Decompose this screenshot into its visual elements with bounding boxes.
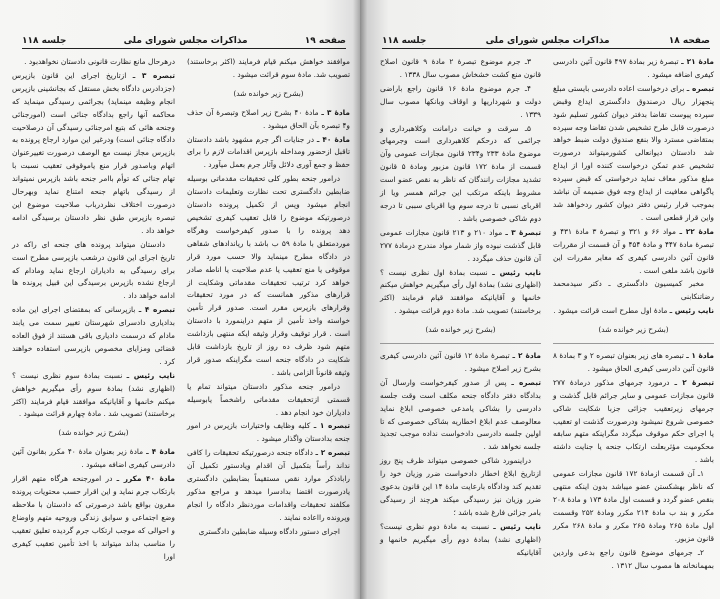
paragraph (380, 455, 541, 520)
paragraph-text: مادهٔ ۴۰ بشرح زیر اصلاح وتبصرهٔ آن حذف و۴ تبصره بآن الحاق میشود . (187, 107, 350, 130)
stage-direction: (بشرح زیر خوانده شد) (598, 325, 669, 335)
article-paragraph (12, 70, 175, 238)
article-paragraph (12, 446, 175, 472)
paragraph-text: دادستان میتواند پرونده های جنحه ای راکه در تاریخ اجرای این قانون درشعب بازپرسی مطرح است برای رسیدگی به دادیاران ارجاع نماید ومادام که ارجاع نشده بازپرس برسیدگی این قبیل پرونده ها ادامه خواهد داد . (12, 239, 175, 301)
article-label: تبصره ۳ ـ (132, 70, 175, 80)
paragraph-text: تبصرهٔ مادهٔ ۱۲ قانون آئین دادرسی کیفری بشرح زیر اصلاح میشود . (380, 351, 541, 373)
paragraph-text: در جنایات اگر جرم مشهود باشد دادستان تاقبل ازحضور ومداخله بازپرس اقدامات لازم را برای حفظ و جمع آوری دلائل وآثار جرم بعمل میآورد . (187, 134, 350, 170)
paragraph-text: درامور جنحه مذکور دادستان میتواند تمام یا قسمتی ازتحقیقات مقدماتی راشخصاً یابوسیله دادیاران خود انجام دهد . (187, 381, 350, 417)
column-left (12, 56, 175, 559)
paragraph-text: برای درخواست اعاده دادرسی بایستی مبلغ پنجهزار ریال درصندوق دادگستری ایداع وقبض سپرده پیوست تقاضا بدفتر دیوان کشور تسلیم شود درصورت قابل طرح تشخیص شدن تقاضا وجه سپرده بمتقاضی مسترد والا بنفع صندوق دولت ضبط خواهد شد دادستان دیوانعالی کشورمیتواند درصورت تشخیص عدم تمکن درخواست کننده اورا از ایداع مبلغ مذکور معاف نماید درخواستی که قبض سپرده یاگواهی معافیت از ایداع وجه فوق ضمیمه آن نباشد بموجب قرار رئیس دفتر دیوان کشور ردخواهد شد واین قرار قطعی است . (553, 83, 714, 222)
paragraph-text: ۱ـ آن قسمت ازمادهٔ ۱۷۲ قانون مجازات عمومی که ناظر بهشکستن عضو میباشد بدون اینکه منتهی بنقص عضو گردد و قسمت اول مادهٔ ۱۷۳ و مادهٔ ۲۰۸ مکرر و بند ب مادهٔ ۲۱۴ مکرر ومادهٔ ۲۵۲ وقسمت اول مادهٔ ۲۶۵ ومادهٔ ۲۶۵ مکرر و مادهٔ ۲۶۸ مکرر قانون مزبور. (553, 469, 714, 543)
paragraph-text: پس از صدور کیفرخواست وارسال آن بدادگاه دفتر دادگاه جنحه مکلف است وقت جلسه دادرسی را بشاکی یامدعی خصوصی ابلاغ نماید معالوصف عدم ابلاغ اخطاریه بشاکی خصوصی که تا اولین جلسه دادرسی دادخواست نداده موجب تجدید جلسه نخواهد شد . (380, 377, 541, 452)
article-paragraph (380, 267, 541, 319)
article-paragraph (187, 420, 350, 446)
column-left (380, 56, 541, 559)
paragraph-text: تبصرهٔ زیر بمادهٔ ۴۹۷ قانون آئین دادرسی کیفری اضافه میشود . (553, 57, 714, 79)
article-paragraph (553, 83, 714, 225)
article-paragraph (380, 227, 541, 266)
paragraph-text: درمورد جرمهای مذکور درمادهٔ ۲۷۷ قانون مجازات عمومی و سایر جرائم قابل گذشت و جرمهای زیرتعقیب جزائی جزبا شکایت شاکی خصوصی شروع نمیشود ودرصورت گذشت او تعقیب یا اجرای حکم موقوف میگردد مگراینکه متهم سابقه محکومیت مؤثربعلت ارتکاب جنحه یا جنایت داشته باشد . (553, 377, 714, 465)
article-label: مادهٔ ۲ ـ (512, 351, 542, 361)
article-paragraph (12, 304, 175, 369)
paragraph (187, 56, 350, 82)
paragraph-text: ازتاریخ اجرای این قانون بازپرس (جزدادرس دادگاه بخش مستقل که بجانشینی بازپرس انجام وظیفه مینماید) بجرائمی رسیدگی مینماید که محاکمه آنها راجع بدادگاه جنائی است (امورجنائی وجنحه هائی که بتبع امرجنائی رسیدگی آن درصلاحیت دادگاه جنائی است) ودرغیر این موارد ارجاع پرونده به بازپرس مجاز نیست مع الوصف درصورت تغییرعنوان اتهام وباصدور قرار منع یاموقوفی تعقیب نسبت با تهام جنائی که توأم باامر جنحه باشد بازپرس نمیتواند از رسیدگی باتهام جنحه امتناع نماید وبهرحال درصورت اختلاف نظردرباب صلاحیت موضوع این تبصره بازپرس طبق نظر دادستان برسیدگی ادامه خواهد داد . (12, 70, 175, 235)
stage-direction: (بشرح زیر خوانده شد) (425, 325, 496, 335)
page-number: صفحه ۱۹ (304, 36, 346, 46)
paragraph (380, 123, 541, 226)
paragraph-text: درهرحال مانع نظارت قانونی دادستان نخواهدبود . (24, 57, 175, 66)
paragraph-text: تبصره های زیر بعنوان تبصره ۲ و ۳ بمادهٔ ۸ قانون آئین دادرسی کیفری الحاق میشود . (553, 351, 714, 373)
article-paragraph (553, 226, 714, 278)
article-paragraph (12, 473, 175, 563)
running-header (382, 32, 710, 49)
article-paragraph (187, 134, 350, 173)
paragraph (187, 381, 350, 420)
stage-direction: (بشرح زیر خوانده شد) (58, 428, 129, 438)
paragraph-text: نسبت بمادهٔ سوم نظری نیست ؟ (اظهاری نشد) بمادهٔ سوم رأی میگیریم خواهش میکنم خانمها و آقایانیکه موافقند قیام فرمایند (اکثر برخاستند) تصویب شد . مادهٔ چهارم قرائت میشود . (12, 370, 175, 419)
paragraph-text: نسبت به مادهٔ دوم نظری نیست؟ (اظهاری نشد) بمادهٔ دوم رأی میگیریم خانمها و آقایانیکه (380, 521, 541, 557)
paragraph-text: درامور جنحه بطور کلی تحقیقات مقدماتی بوسیله ضابطین دادگستری تحت نظارت وتعلیمات دادستان انجام میشود وپس از تکمیل پرونده دادستان درصورتیکه موضوع را قابل تعقیب کیفری تشخیص دهد پرونده را با صدور کیفرخواست وهرگاه موردمتعلق با مادهٔ ۵۹ ب باشد با ریاندادهای شفاهی در دادگاه مطرح مینماید والا حسب مورد قرار موقوفی یا منع تعقیب یا عدم صلاحیت یا اناطه صادر خواهد کرد ترتیب تحقیقات مقدماتی وشکایت از قرارهای مذکور همانست که در مورد تحقیقات وقرارهای بازپرس مقرر است. صدور قرار تأمین خواسته واخذ تأمین از متهم دراینمورد با دادستان است . قرار توقیف وقرار وثیقه ایکه منتهی بازداشت متهم شود ظرف ده روز از تاریخ بازداشت قابل شکایت در دادگاه جنحه است مگراینکه صدور قرار وثیقه قانوناً الزامی باشد . (187, 174, 350, 377)
article-label: تبصره ۱ ـ (313, 421, 350, 431)
article-label: تبصره ۴ ـ (138, 305, 176, 315)
article-label: تبصرهٔ ۳ ـ (505, 227, 541, 237)
article-paragraph (380, 521, 541, 560)
paragraph-text: ۲ـ جرمهای موضوع قانون راجع بدعی واردین بمهمانخانه ها مصوب سال ۱۳۱۲ . (553, 547, 714, 570)
column-right (553, 56, 715, 570)
paragraph-text: ۵ـ سرقت و خیانت درامانت وکلاهبرداری و جرائمی که درحکم کلاهبرداری است وجرمهای موضوع مادهٔ ۲۳۳ و۲۳۴ قانون مجازات عمومی وآن قسمت از مادهٔ ۱۷۲ قانون مزبور ومادهٔ ۵ قانون تشدید مجازات رانندگان که ناظر به نقص عضو است مشروط باینکه مرتکب این جرائم همسر ویا از اقربای نسبی تا درجه سوم ویا اقربای سببی تا درجه دوم شاکی خصوصی باشد . (380, 123, 542, 223)
paragraph (12, 56, 175, 69)
article-label: مادهٔ ۱ ـ (686, 351, 714, 361)
article-paragraph (187, 107, 350, 133)
section-divider (380, 343, 541, 344)
paragraph-text: ۴ـ جرم موضوع مادهٔ ۱۶ قانون راجع باراضی دولت و شهرداریها و اوقاف وبانکها مصوب سال ۱۳۳۹ . (380, 83, 541, 119)
paragraph (553, 278, 714, 304)
session-number: جلسه ۱۱۸ (382, 36, 427, 46)
text-columns (380, 56, 715, 570)
article-paragraph (12, 370, 175, 422)
article-paragraph (553, 305, 714, 318)
paragraph-text: در امورجنحه هرگاه متهم اقرار بارتکاب جرم نماید و این اقرار حسب محتویات پرونده مقرون بواقع باشد درصورتی که دادستان با ملاحظه وضع اجتماعی و سوابق زندگی وروحیه متهم واوضاع و احوالی که موجب ارتکاب جرم گردیده تعلیق تعقیب را مناسب بداند میتواند با اخذ تأمین تعقیب کیفری اورا (12, 474, 175, 561)
article-label: تبصره ـ (686, 83, 714, 93)
article-label: تبصرهٔ ۲ ـ (674, 377, 715, 387)
article-label: نایب رئیس ـ (669, 306, 714, 316)
paragraph-text: اجرای دستور دادگاه وسیله ضابطین دادگستری (198, 526, 340, 536)
column-right (187, 56, 350, 559)
article-label: مادهٔ ۴۰ مکرر ـ (116, 474, 175, 484)
paragraph-text: ۳ـ جرم موضوع تبصرهٔ ۲ مادهٔ ۹ قانون اصلاح قانون منع کشت خشخاش مصوب سال ۱۳۳۸ . (380, 57, 541, 79)
text-columns (12, 56, 350, 559)
paragraph (553, 468, 714, 545)
paragraph-text: مادهٔ اول مطرح است قرائت میشود . (553, 306, 668, 316)
article-paragraph (553, 56, 714, 82)
article-paragraph (187, 447, 350, 524)
running-header (22, 32, 346, 49)
page-number: صفحه ۱۸ (668, 36, 710, 46)
paragraph-text: مواد ۲۱۰ و ۲۱۳ قانون مجازات عمومی قابل گذشت نبوده واز شمار مواد مندرج درمادهٔ ۲۷۷ آن قانون حذف میگردد . (380, 227, 541, 263)
paragraph-text: مواد ۶۶ و ۳۲۱ و تبصرهٔ ۳ مادهٔ ۴۳۱ و تبصرهٔ مادهٔ ۴۴۷ و مادهٔ ۴۵۴ و آن قسمت از مقررات قانون آئین دادرسی کیفری که مغایر مقررات این قانون باشد ملغی است . (553, 226, 714, 275)
stage-direction: (بشرح زیر خوانده شد) (233, 88, 304, 98)
article-paragraph (553, 377, 714, 467)
article-label: مادهٔ ۲۱ ـ (681, 57, 714, 66)
paragraph-text: مخبر کمیسیون دادگستری ـ دکتر سیدمحمد رضاتنکابنی (553, 279, 714, 302)
paragraph-text: بازپرسانی که بمقتضای اجرای این ماده بدادیاری دادسرای شهرستان تغییر سمت می یابند مادام که درسمت دادیاری باقی هستند از فوق العاده قضائی ومزایای مخصوص بازپرسی استفاده خواهند کرد . (12, 305, 175, 366)
paragraph (380, 56, 541, 82)
article-label: مادهٔ ۲۲ ـ (679, 226, 714, 236)
article-label: تبصره ـ (511, 377, 541, 387)
paragraph-text: مادهٔ زیر بعنوان مادهٔ ۴۰ مکرر بقانون آئین دادرسی کیفری اضافه میشود . (12, 447, 175, 470)
paragraph-text: موافقند خواهش میکنم قیام فرمایند (اکثر برخاستند) تصویب شد. مادهٔ سوم قرائت میشود . (187, 57, 350, 79)
paragraph (187, 173, 350, 380)
paragraph (12, 239, 175, 304)
article-label: نایب رئیس ـ (492, 267, 541, 277)
paragraph-text: دراینمورد شاکی خصوصی میتواند ظرف پنج روز ازتاریخ ابلاغ اخطار دادخواست ضرر وزیان خود را تقدیم کند ودادگاه بارعایت مادهٔ ۱۴ این قانون بدعوی ضرر وزیان نیز رسیدگی میکند هرچند از رسیدگی بامر جزائی فارغ شده باشد ؛ (380, 456, 541, 517)
paragraph-text: دادگاه جنحه درصورتیکه تحقیقات را کافی نداند رأساً بتکمیل آن اقدام ویادستور تکمیل آن رابادذکر موارد نقص مستقیماً بضابطین دادگستری یادرصورت اقتضا بدادسرا میدهد و مراجع مذکور مکلفند تحقیقات واقدامات موردنظر دادگاه را انجام وپرونده رااعاده نمایند . (187, 448, 350, 522)
article-paragraph (380, 377, 541, 454)
paragraph (553, 547, 714, 573)
publication-title: مذاکرات مجلس شورای ملی (485, 36, 610, 46)
section-divider (553, 343, 714, 344)
article-label: مادهٔ ۴۰ ـ (316, 134, 350, 144)
article-paragraph (380, 350, 541, 376)
paragraph (187, 526, 350, 539)
article-label: نایب رئیس ـ (493, 521, 541, 531)
article-label: مادهٔ ۴ ـ (146, 447, 175, 457)
paragraph-text: کلیه وظایف واختیارات بازپرس در امور جنحه بدادستان واگذار میشود . (187, 421, 350, 444)
article-paragraph (553, 350, 714, 376)
page-18 (360, 0, 720, 599)
paragraph-text: نسبت بمادهٔ اول نظری نیست ؟ (اظهاری نشد) بمادهٔ اول رأی میگیریم خواهش میکنم خانمها و آقایانیکه موافقند قیام فرمایند (اکثر برخاستند) تصویب شد. مادهٔ دوم قرائت میشود . (380, 267, 541, 316)
paragraph (380, 83, 541, 122)
publication-title: مذاکرات مجلس شورای ملی (123, 36, 248, 46)
session-number: جلسه ۱۱۸ (22, 36, 67, 46)
article-label: نایب رئیس ـ (126, 370, 175, 380)
article-label: تبصره ۲ ـ (315, 448, 350, 458)
article-label: مادهٔ ۳ ـ (321, 107, 350, 117)
